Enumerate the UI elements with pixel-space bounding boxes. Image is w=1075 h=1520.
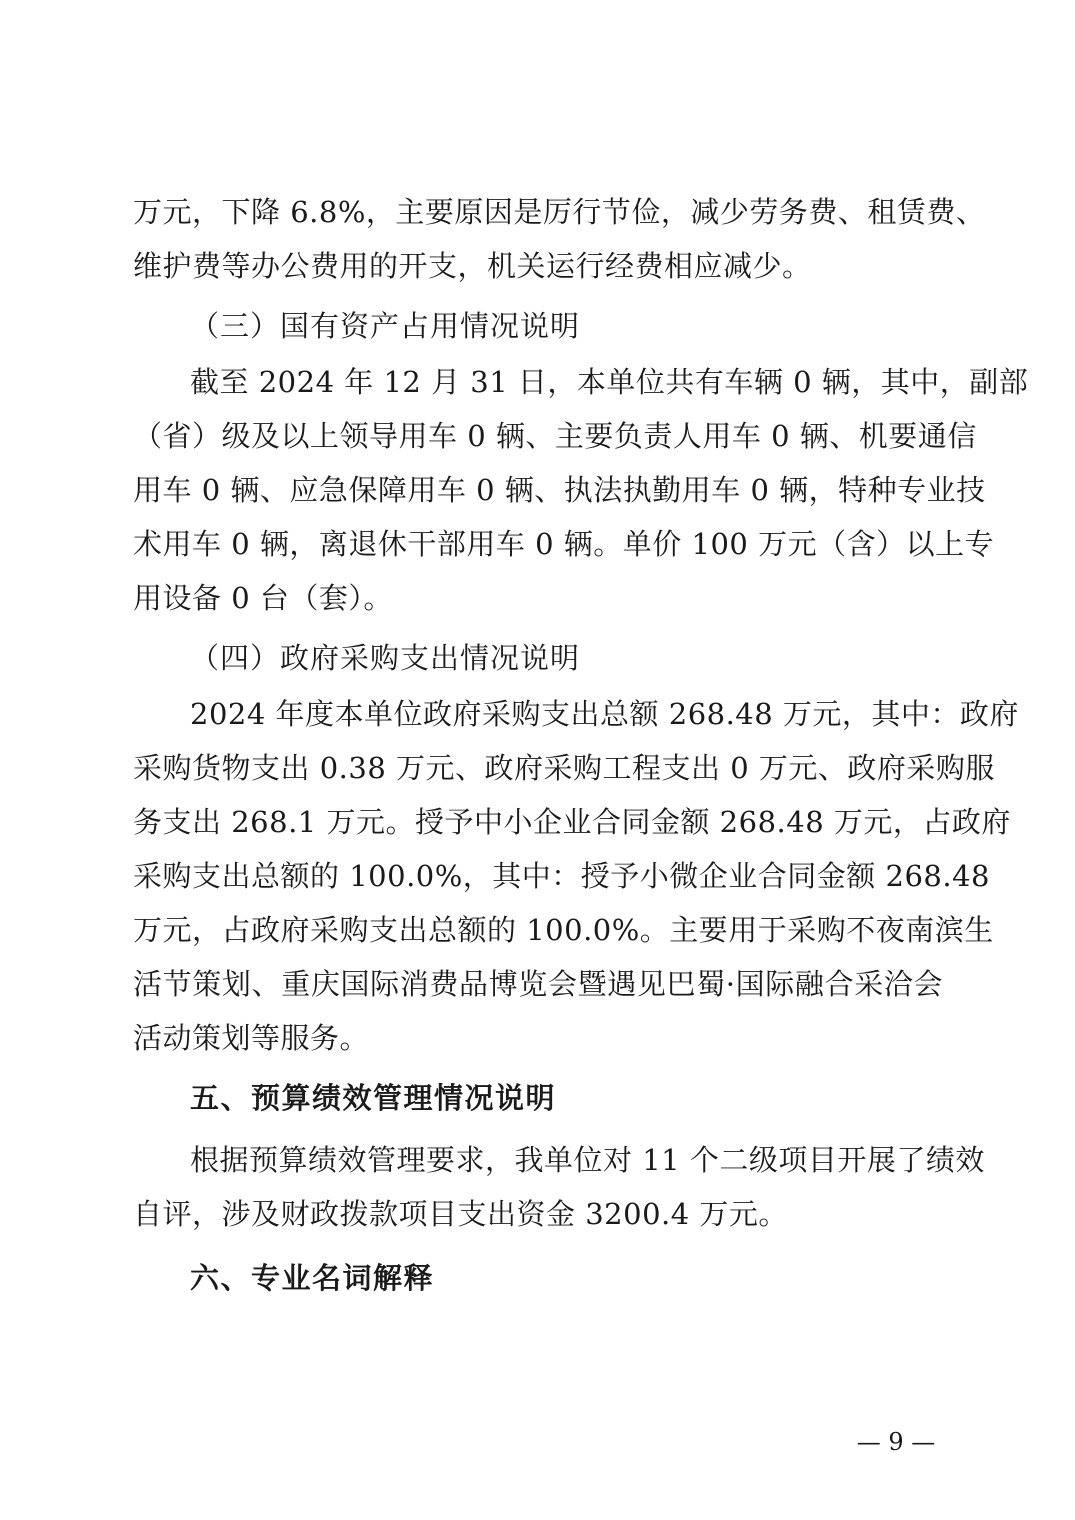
paragraph-line: （省）级及以上领导用车 0 辆、主要负责人用车 0 辆、机要通信 xyxy=(133,419,977,453)
paragraph-line: 用设备 0 台（套）。 xyxy=(133,581,393,615)
paragraph-line: 万元，下降 6.8%，主要原因是厉行节俭，减少劳务费、租赁费、 xyxy=(133,195,986,229)
paragraph-line: 2024 年度本单位政府采购支出总额 268.48 万元，其中：政府 xyxy=(190,697,1019,731)
paragraph-line: 截至 2024 年 12 月 31 日，本单位共有车辆 0 辆，其中，副部 xyxy=(190,365,1029,399)
section-heading-3: （三）国有资产占用情况说明 xyxy=(190,309,581,343)
section-heading-5: 五、预算绩效管理情况说明 xyxy=(190,1081,557,1115)
paragraph-line: 采购货物支出 0.38 万元、政府采购工程支出 0 万元、政府采购服 xyxy=(133,751,995,785)
paragraph-line: 自评，涉及财政拨款项目支出资金 3200.4 万元。 xyxy=(133,1197,788,1231)
paragraph-line: 万元，占政府采购支出总额的 100.0%。主要用于采购不夜南滨生 xyxy=(133,913,994,947)
paragraph-line: 用车 0 辆、应急保障用车 0 辆、执法执勤用车 0 辆，特种专业技 xyxy=(133,473,986,507)
paragraph-line: 务支出 268.1 万元。授予中小企业合同金额 268.48 万元，占政府 xyxy=(133,805,1011,839)
paragraph-line: 活动策划等服务。 xyxy=(133,1021,370,1055)
paragraph-line: 维护费等办公费用的开支，机关运行经费相应减少。 xyxy=(133,249,812,283)
section-heading-6: 六、专业名词解释 xyxy=(190,1261,435,1295)
paragraph-line: 采购支出总额的 100.0%，其中：授予小微企业合同金额 268.48 xyxy=(133,859,990,893)
paragraph-line: 活节策划、重庆国际消费品博览会暨遇见巴蜀·国际融合采洽会 xyxy=(133,967,943,1001)
paragraph-line: 术用车 0 辆，离退休干部用车 0 辆。单价 100 万元（含）以上专 xyxy=(133,527,995,561)
page-number: — 9 — xyxy=(856,1428,936,1456)
section-heading-4: （四）政府采购支出情况说明 xyxy=(190,641,581,675)
paragraph-line: 根据预算绩效管理要求，我单位对 11 个二级项目开展了绩效 xyxy=(190,1143,985,1177)
